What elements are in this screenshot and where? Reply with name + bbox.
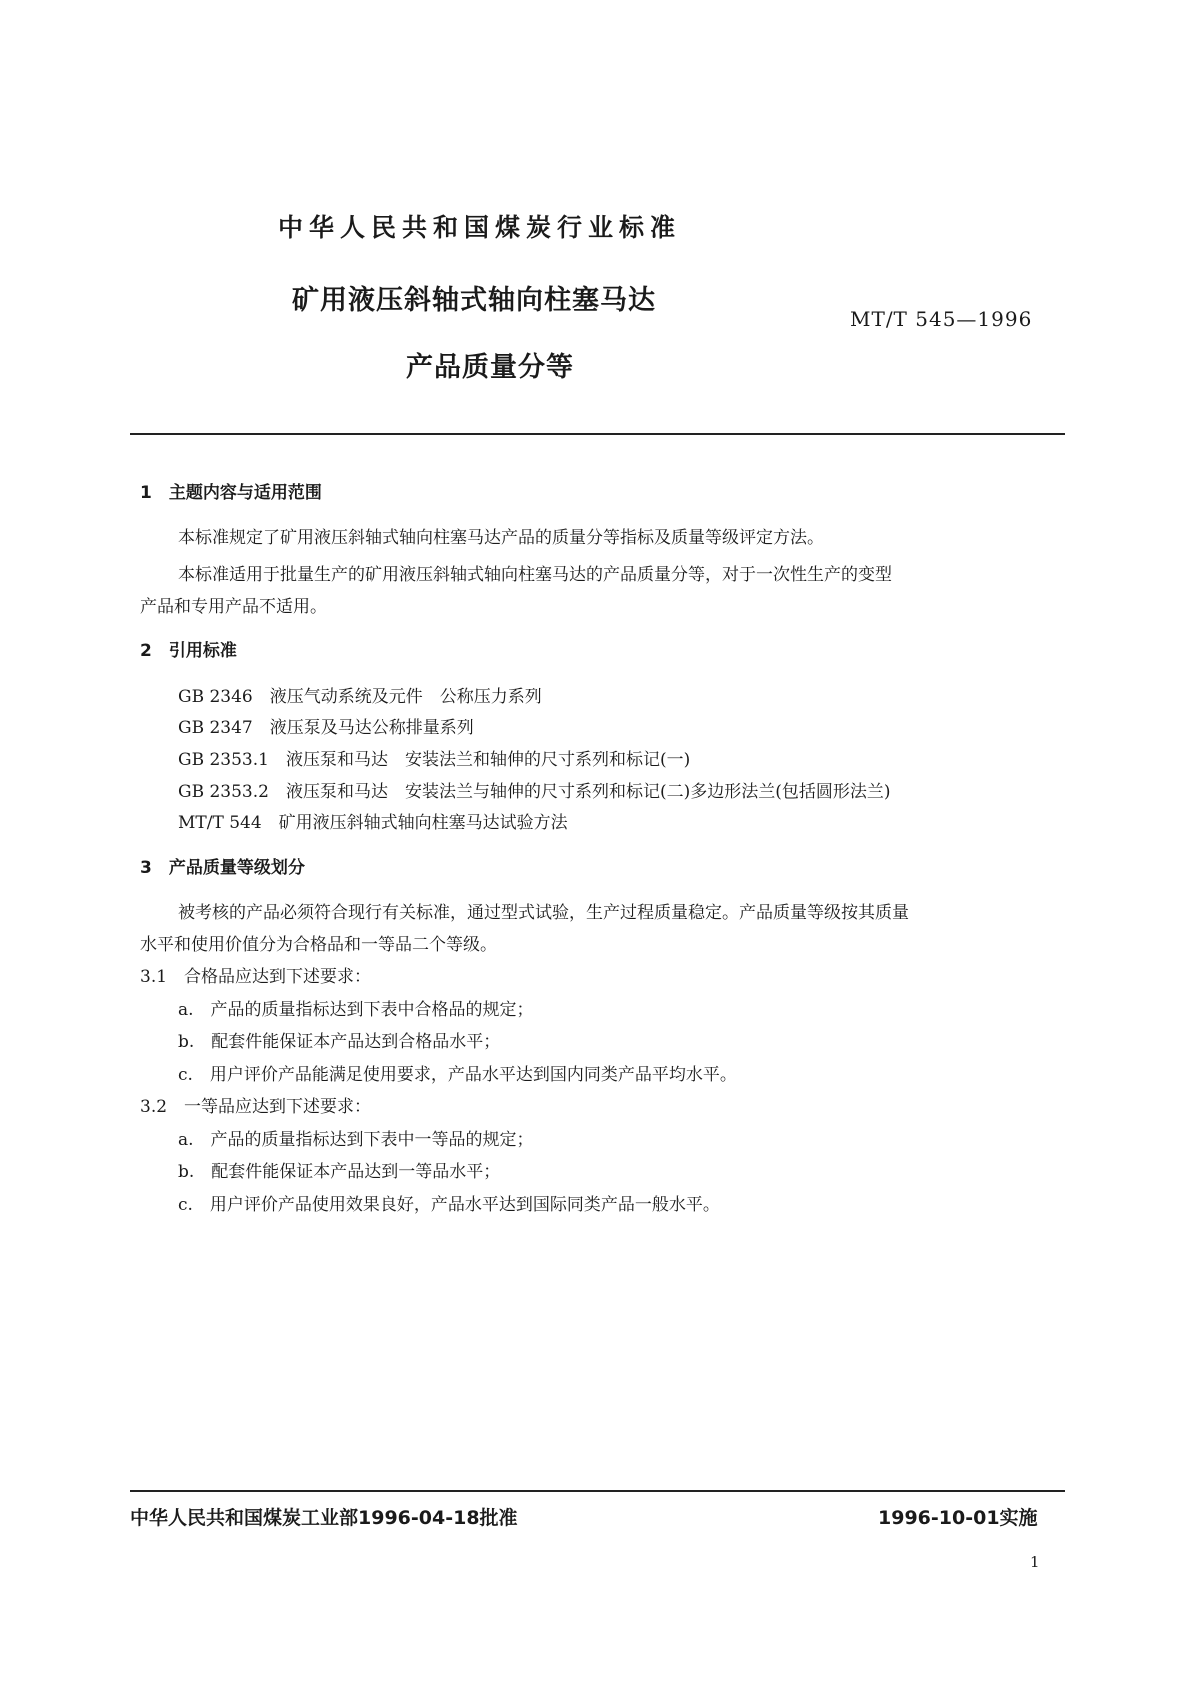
document-title-line2: 产品质量分等	[406, 352, 574, 383]
section-1-heading: 1 主题内容与适用范围	[140, 483, 322, 503]
section-1-para-2-line-1: 本标准适用于批量生产的矿用液压斜轴式轴向柱塞马达的产品质量分等，对于一次性生产的变型	[178, 565, 892, 585]
header-org: 中华人民共和国煤炭行业标准	[278, 213, 682, 242]
list-item: c. 用户评价产品能满足使用要求，产品水平达到国内同类产品平均水平。	[178, 1065, 737, 1085]
list-item: b. 配套件能保证本产品达到一等品水平；	[178, 1162, 501, 1182]
standard-number: MT/T 545—1996	[850, 307, 1033, 331]
subsection-3-1-heading: 3.1 合格品应达到下述要求：	[140, 967, 372, 987]
subsection-3-2-heading: 3.2 一等品应达到下述要求：	[140, 1097, 372, 1117]
reference-item: GB 2353.2 液压泵和马达 安装法兰与轴伸的尺寸系列和标记(二)多边形法兰(包括圆形法兰)	[178, 782, 891, 802]
page-number: 1	[1030, 1553, 1040, 1571]
section-3-para-line-1: 被考核的产品必须符合现行有关标准，通过型式试验，生产过程质量稳定。产品质量等级按其质量	[178, 903, 909, 923]
section-3-para-line-2: 水平和使用价值分为合格品和一等品二个等级。	[140, 935, 497, 955]
list-item: a. 产品的质量指标达到下表中一等品的规定；	[178, 1130, 534, 1150]
reference-item: GB 2347 液压泵及马达公称排量系列	[178, 718, 474, 738]
list-item: b. 配套件能保证本产品达到合格品水平；	[178, 1032, 501, 1052]
section-2-heading: 2 引用标准	[140, 641, 237, 661]
list-item: c. 用户评价产品使用效果良好，产品水平达到国际同类产品一般水平。	[178, 1195, 720, 1215]
top-rule	[130, 433, 1065, 435]
reference-item: MT/T 544 矿用液压斜轴式轴向柱塞马达试验方法	[178, 813, 568, 833]
effective-date: 1996-10-01实施	[878, 1507, 1038, 1529]
reference-item: GB 2353.1 液压泵和马达 安装法兰和轴伸的尺寸系列和标记(一)	[178, 750, 691, 770]
bottom-rule	[130, 1490, 1065, 1492]
section-3-heading: 3 产品质量等级划分	[140, 858, 305, 878]
reference-item: GB 2346 液压气动系统及元件 公称压力系列	[178, 687, 542, 707]
section-1-para-2-line-2: 产品和专用产品不适用。	[140, 597, 327, 617]
document-title-line1: 矿用液压斜轴式轴向柱塞马达	[292, 285, 656, 316]
section-1-para-1: 本标准规定了矿用液压斜轴式轴向柱塞马达产品的质量分等指标及质量等级评定方法。	[178, 528, 824, 548]
approval-line: 中华人民共和国煤炭工业部1996-04-18批准	[130, 1507, 518, 1529]
list-item: a. 产品的质量指标达到下表中合格品的规定；	[178, 1000, 534, 1020]
